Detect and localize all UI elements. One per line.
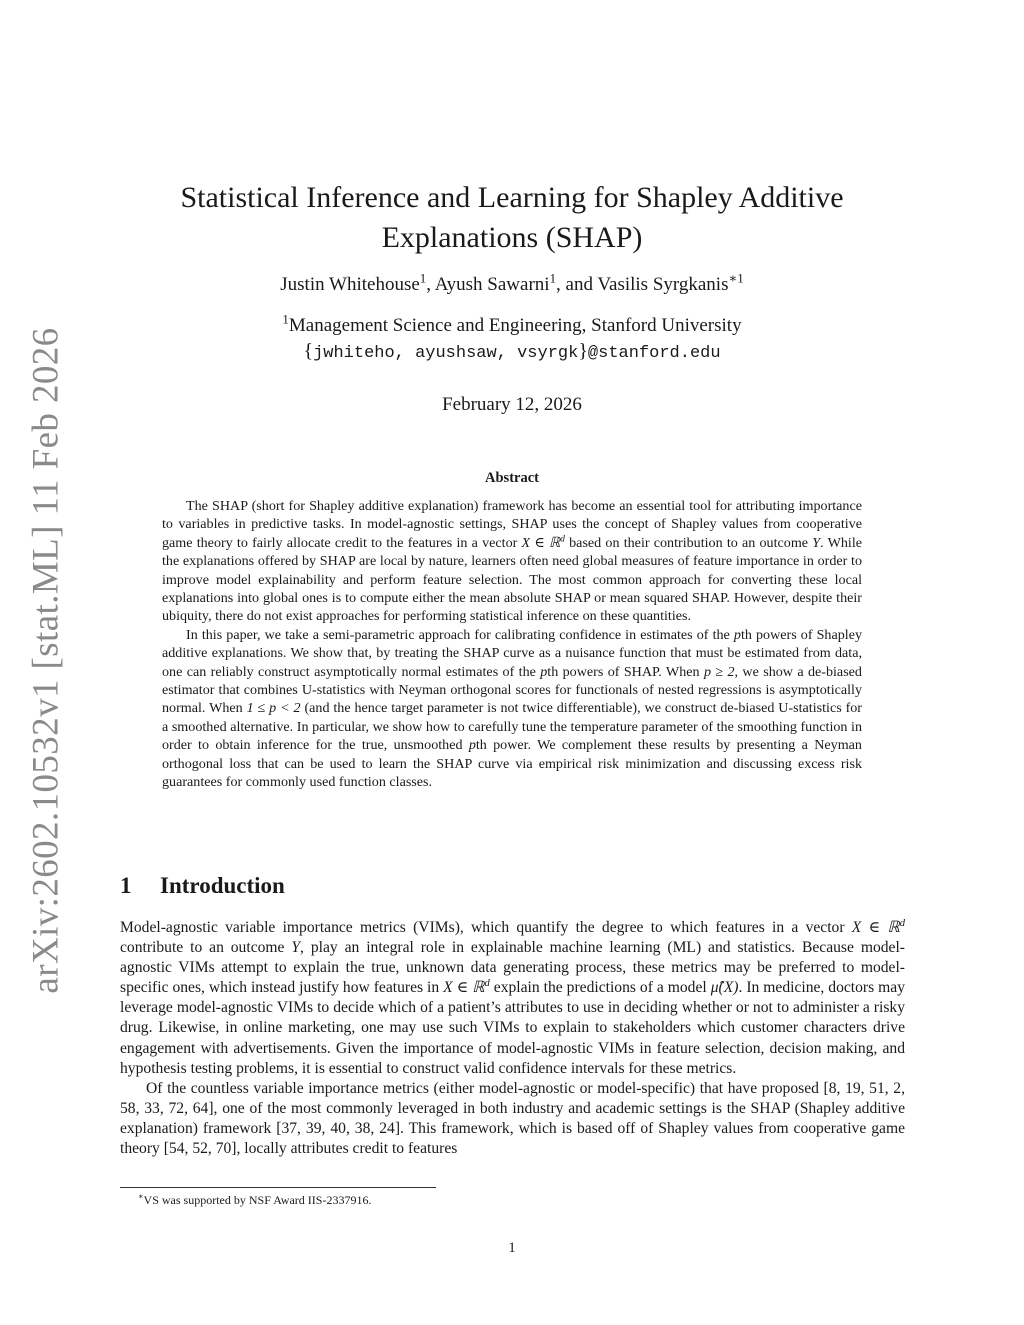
- math-inline: X ∈ ℝ: [443, 979, 485, 997]
- author-affil-mark: 1: [549, 270, 557, 286]
- abstract-text: , we show a de-biased estimator that combines U-statistics with Neyman orthogonal scores for functionals of nested regressions is asymptotically normal. When: [162, 663, 862, 717]
- abstract-text: th powers of SHAP. When: [547, 663, 704, 680]
- author-conjunction: and: [565, 274, 593, 295]
- math-superscript: d: [560, 533, 565, 545]
- abstract-text: based on their contribution to an outcome: [564, 534, 813, 551]
- introduction-body: [120, 918, 905, 1159]
- math-inline: Y: [812, 534, 821, 551]
- body-text: explain the predictions of a model: [489, 979, 711, 997]
- abstract-paragraph: [162, 497, 862, 626]
- abstract-body: [162, 497, 862, 792]
- arxiv-identifier-text: arXiv:2602.10532v1 [stat.ML] 11 Feb 2026: [25, 326, 67, 994]
- author-affil-mark: ∗1: [728, 270, 744, 286]
- body-paragraph: [120, 918, 905, 1079]
- author-emails: {jwhiteho, ayushsaw, vsyrgk}@stanford.edu: [303, 340, 721, 363]
- affiliation: [150, 313, 874, 339]
- body-text: . In medicine, doctors may leverage model-agnostic VIMs to decide which of a patient’s attributes to use in deciding whether or not to administer a risky drug. Likewise, in online marketing, one may use such VIMs to explain to stakeholders which customer characters drive engagement with advertisements. Given the importance of model-agnostic VIMs in feature selection, decision making, and hypothesis testing problems, it is essential to construct valid confidence intervals for these metrics.: [120, 979, 906, 1077]
- abstract-text: . While the explanations offered by SHAP are local by nature, learners often need global measures of feature importance in order to improve model explainability and perform feature selection. The most common approach for converting these local explanations into global ones is to compute either the mean absolute SHAP or mean squared SHAP. However, despite their ubiquity, there do not exist approaches for performing statistical inference on these quantities.: [162, 534, 862, 625]
- author-name: Vasilis Syrgkanis: [597, 274, 729, 295]
- footnote-mark: ∗: [138, 1192, 144, 1201]
- math-inline: X ∈ ℝ: [521, 534, 561, 551]
- abstract-heading: Abstract: [485, 470, 539, 486]
- affiliation-mark: 1: [282, 311, 289, 327]
- author-affil-mark: 1: [419, 270, 427, 286]
- section-number: 1: [120, 873, 132, 898]
- math-superscript: d: [899, 917, 905, 929]
- author-name: Justin Whitehouse: [280, 274, 420, 295]
- footnote-rule: [120, 1187, 436, 1188]
- affiliation-name: Management Science and Engineering, Stanford University: [288, 315, 742, 336]
- body-paragraph: Of the countless variable importance metrics (either model-agnostic or model-specific) that have proposed [8, 19, 51, 2, 58, 33, 72, 64], one of the most commonly leveraged in both industry and academic settings is the SHAP (Shapley additive explanation) framework [37, 39, 40, 38, 24]. This framework, which is based off of Shapley values from cooperative game theory [54, 52, 70], locally attributes credit to features: [120, 1079, 905, 1158]
- body-text: , play an integral role in explainable machine learning (ML) and statistics. Because model-agnostic VIMs attempt to explain the true, unknown data generating process, these metrics may be preferred to model-specific ones, which instead justify how features in: [120, 939, 905, 997]
- email-usernames: jwhiteho, ayushsaw, vsyrgk: [313, 344, 579, 363]
- arxiv-identifier: [14, 326, 78, 994]
- section-title: Introduction: [160, 873, 285, 898]
- math-inline: p: [733, 626, 741, 643]
- abstract-text: th power. We complement these results by presenting a Neyman orthogonal loss that can be used to learn the SHAP curve via empirical risk minimization and discussing excess risk guarantees for commonly used function classes.: [162, 737, 862, 791]
- math-superscript: d: [484, 978, 490, 990]
- footnote-text: VS was supported by NSF Award IIS-2337916.: [143, 1193, 372, 1207]
- body-text: contribute to an outcome: [120, 939, 292, 957]
- page-number: 1: [508, 1240, 516, 1256]
- abstract-text: In this paper, we take a semi-parametric approach for calibrating confidence in estimates of the: [186, 626, 734, 643]
- math-inline: Y: [291, 939, 301, 957]
- math-inline: 1 ≤ p < 2: [246, 700, 301, 717]
- abstract-text: The SHAP (short for Shapley additive explanation) framework has become an essential tool for attributing importance to variables in predictive tasks. In model-agnostic settings, SHAP uses the concept of Shapley values from cooperative game theory to fairly allocate credit to the features in a vector: [162, 498, 862, 551]
- section-heading: [120, 873, 285, 899]
- math-inline: p: [468, 737, 476, 754]
- footnote: [138, 1192, 371, 1208]
- abstract-text: th powers of Shapley additive explanations. We show that, by treating the SHAP curve as a nuisance function that must be estimated from data, one can reliably construct asymptotically normal estimates of the: [162, 626, 863, 680]
- body-text: Model-agnostic variable importance metrics (VIMs), which quantify the degree to which features in a vector: [120, 919, 852, 936]
- abstract-text: (and the hence target parameter is not twice differentiable), we construct de-biased U-statistics for a smoothed alternative. In particular, we show how to carefully tune the temperature parameter of the smoothing function in order to obtain inference for the true, unsmoothed: [162, 700, 863, 754]
- email-domain: @stanford.edu: [587, 344, 721, 363]
- abstract-paragraph: [162, 626, 862, 792]
- paper-title: Statistical Inference and Learning for Shapley Additive Explanations (SHAP): [180, 181, 844, 254]
- math-inline: p: [540, 663, 548, 680]
- author-name: Ayush Sawarni: [434, 274, 550, 295]
- math-inline: p ≥ 2: [703, 663, 735, 680]
- author-list: Justin Whitehouse$^1$, Ayush Sawarni$^1$, and Vasilis Syrgkanis$^{∗1}$: [280, 270, 744, 295]
- math-inline: X ∈ ℝ: [851, 919, 900, 936]
- math-inline: μ̂(X): [710, 979, 739, 997]
- publication-date: February 12, 2026: [442, 394, 582, 415]
